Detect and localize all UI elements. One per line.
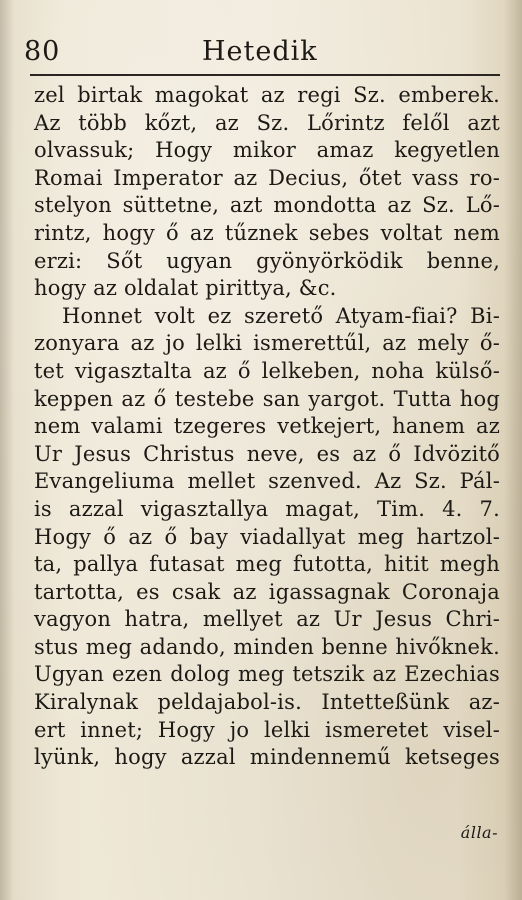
- text-line: Ur Jesus Christus neve, es az ő Idvözitő: [34, 441, 500, 466]
- text-line: ta, pallya futasat meg futotta, hitit megh: [34, 552, 500, 577]
- text-line: Kiralynak peldajabol-is. Intetteßünk az-: [34, 690, 500, 715]
- header-rule: [30, 74, 500, 76]
- text-line: vagyon hatra, mellyet az Ur Jesus Chri-: [34, 607, 500, 632]
- text-line: Evangeliuma mellet szenved. Az Sz. Pál-: [34, 469, 500, 494]
- text-line: Ugyan ezen dolog meg tetszik az Ezechias: [34, 662, 500, 687]
- page-shadow-left: [0, 0, 14, 900]
- text-line: nem valami tzegeres vetkejert, hanem az: [34, 414, 500, 439]
- text-line: rintz, hogy ő az tűznek sebes voltat nem: [34, 220, 500, 245]
- page-shadow-right: [504, 0, 522, 900]
- text-line: keppen az ő testebe san yargot. Tutta hog: [34, 386, 500, 411]
- text-line: Hogy ő az ő bay viadallyat meg hartzol-: [34, 524, 500, 549]
- text-line: lyünk, hogy azzal mindennemű ketseges: [34, 745, 500, 770]
- text-line: stus meg adando, minden benne hivőknek.: [34, 634, 500, 659]
- text-line: tartotta, es csak az igassagnak Coronaja: [34, 579, 500, 604]
- text-line: Romai Imperator az Decius, őtet vass ro-: [34, 165, 500, 190]
- page-number: 80: [24, 36, 61, 67]
- page-header: [22, 32, 500, 70]
- text-line-paragraph-start: Honnet volt ez szerető Atyam-fiai? Bi-: [62, 303, 500, 328]
- text-line: stelyon süttetne, azt mondotta az Sz. Lő-: [34, 193, 500, 218]
- text-line: zel birtak magokat az regi Sz. emberek.: [34, 83, 500, 107]
- catchword: álla-: [460, 823, 498, 842]
- text-line: Az több kőzt, az Sz. Lőrintz felől azt: [34, 110, 500, 135]
- text-line: zonyara az jo lelki ismerettűl, az mely ő-: [34, 331, 500, 356]
- body-text: [34, 82, 500, 772]
- text-line: is azzal vigasztallya magat, Tim. 4. 7.: [34, 496, 500, 521]
- text-line: erzi: Sőt ugyan gyönyörködik benne,: [34, 248, 500, 273]
- running-head: Hetedik: [202, 36, 318, 67]
- text-line: ert innet; Hogy jo lelki ismeretet visel-: [34, 717, 500, 742]
- text-line: olvassuk; Hogy mikor amaz kegyetlen: [34, 138, 500, 163]
- text-line-paragraph-end: hogy az oldalat pirittya, &c.: [34, 276, 337, 301]
- text-line: tet vigasztalta az ő lelkeben, noha külső-: [34, 358, 500, 383]
